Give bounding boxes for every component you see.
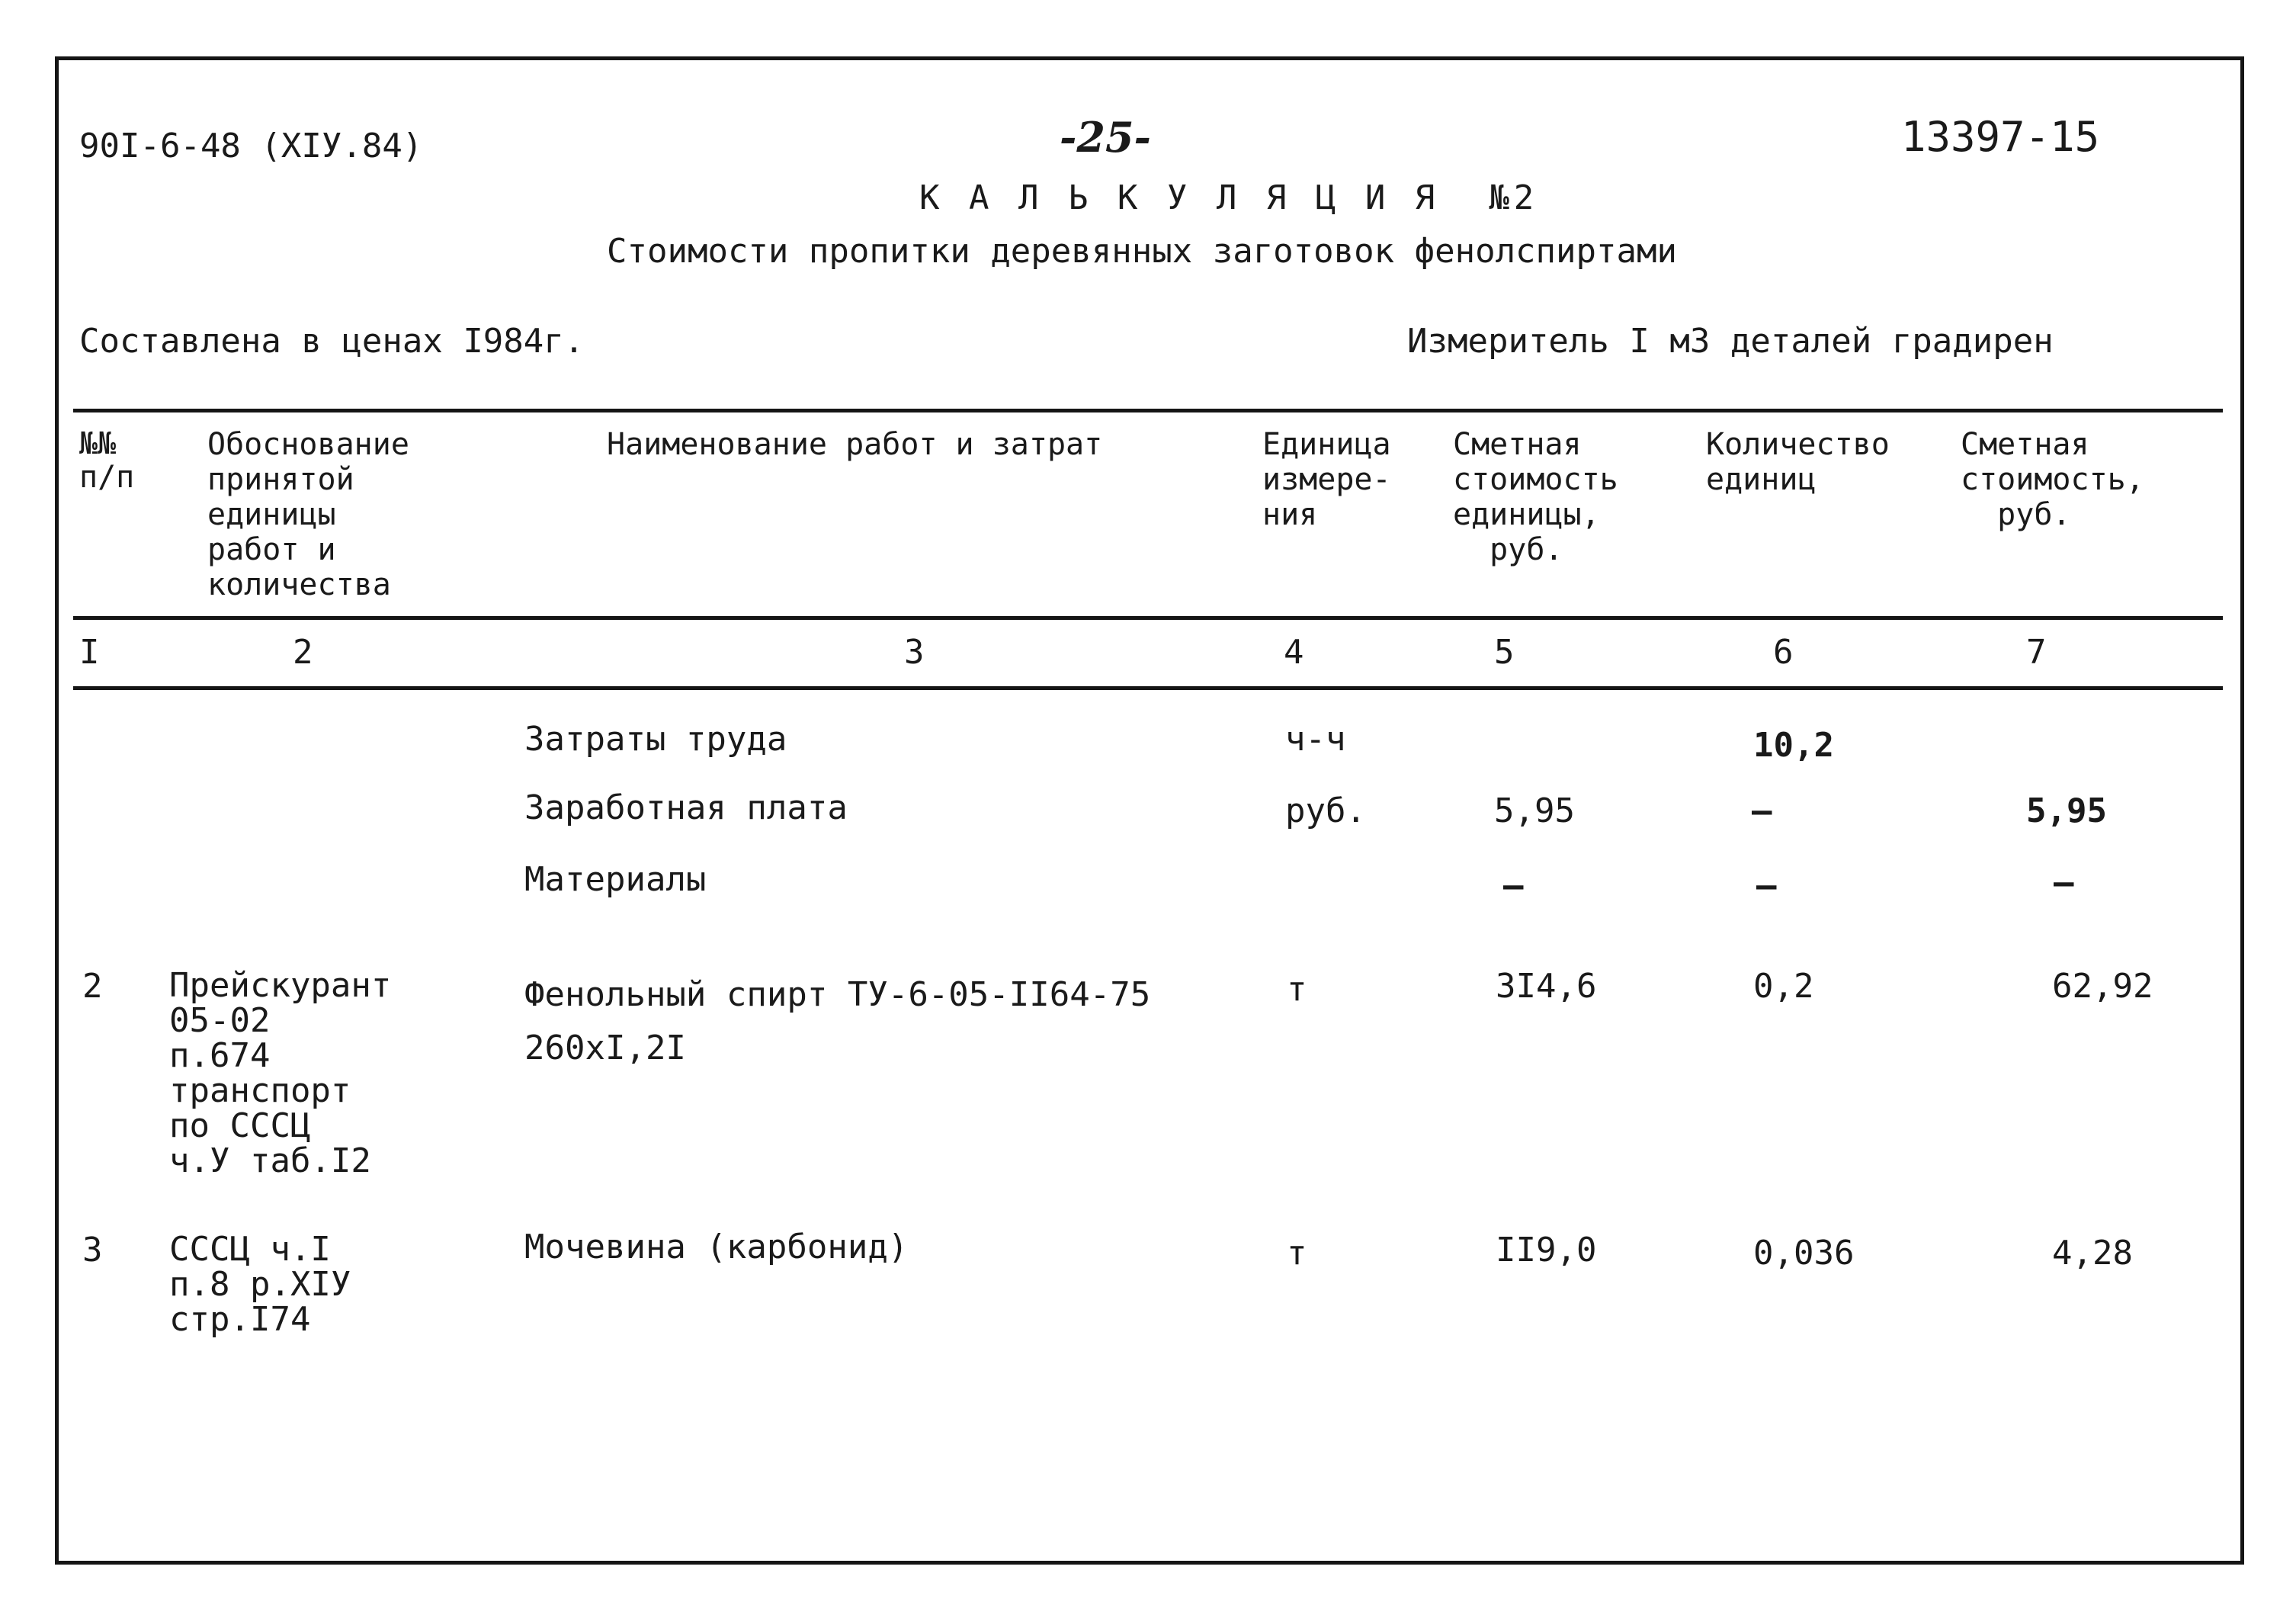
row-materials-name: Материалы [524, 860, 707, 899]
column-number-1: I [79, 633, 100, 672]
row-2-quantity: 0,2 [1753, 967, 1814, 1006]
document-title: К А Л Ь К У Л Я Ц И Я №2 [919, 178, 1539, 217]
document-subtitle: Стоимости пропитки деревянных заготовок фенолспиртами [607, 232, 1677, 271]
row-wages-quantity: – [1752, 791, 1772, 830]
row-2-unit: т [1287, 970, 1307, 1009]
column-header-name: Наименование работ и затрат [607, 427, 1103, 462]
column-header-total-cost: Сметная стоимость, руб. [1961, 427, 2144, 532]
column-number-5: 5 [1494, 633, 1515, 672]
row-2-number: 2 [82, 967, 103, 1006]
row-wages-cost: 5,95 [2026, 791, 2107, 830]
column-header-unit-price: Сметная стоимость единицы, руб. [1453, 427, 1618, 567]
row-labor-unit: ч-ч [1285, 720, 1346, 759]
row-3-cost: 4,28 [2052, 1234, 2133, 1273]
row-labor-quantity: 10,2 [1753, 726, 1834, 765]
row-2-cost: 62,92 [2052, 967, 2153, 1006]
page-frame [55, 56, 2244, 1565]
column-header-number: №№ п/п [79, 426, 135, 495]
column-header-unit: Единица измере- ния [1262, 427, 1391, 532]
column-number-4: 4 [1284, 633, 1304, 672]
table-top-rule [73, 409, 2223, 412]
header-bottom-rule [73, 616, 2223, 620]
row-materials-quantity: – [1756, 866, 1777, 905]
row-3-name: Мочевина (карбонид) [524, 1228, 909, 1266]
measure-note: Измеритель I м3 деталей градирен [1407, 322, 2054, 361]
row-2-unit-price: 3I4,6 [1496, 967, 1597, 1006]
column-number-3: 3 [904, 633, 925, 672]
row-3-number: 3 [82, 1231, 103, 1270]
column-numbers-rule [73, 686, 2223, 690]
page-number: -25- [1060, 113, 1151, 162]
row-labor-name: Затраты труда [524, 720, 787, 759]
row-wages-unit: руб. [1285, 791, 1366, 830]
archive-number: 13397-15 [1901, 113, 2100, 161]
column-header-basis: Обоснование принятой единицы работ и количества [207, 427, 409, 602]
row-wages-unit-price: 5,95 [1494, 791, 1575, 830]
row-3-quantity: 0,036 [1753, 1234, 1855, 1273]
row-wages-name: Заработная плата [524, 788, 848, 827]
prices-note: Составлена в ценах I984г. [79, 322, 585, 361]
column-header-quantity: Количество единиц [1706, 427, 1890, 497]
row-2-name: Фенольный спирт ТУ-6-05-II64-75 260хI,2I [524, 975, 1151, 1067]
column-number-7: 7 [2026, 633, 2047, 672]
column-number-2: 2 [293, 633, 313, 672]
row-materials-unit-price: – [1503, 866, 1524, 905]
column-number-6: 6 [1773, 633, 1794, 672]
row-3-unit-price: II9,0 [1496, 1231, 1597, 1270]
row-2-basis: Прейскурант 05-02 п.674 транспорт по СССЦ ч.У таб.I2 [169, 966, 392, 1180]
row-materials-cost: – [2054, 863, 2074, 902]
document-code: 90I-6-48 (XIУ.84) [79, 127, 423, 165]
row-3-unit: т [1287, 1234, 1307, 1273]
row-3-basis: СССЦ ч.I п.8 р.XIУ стр.I74 [169, 1230, 351, 1339]
